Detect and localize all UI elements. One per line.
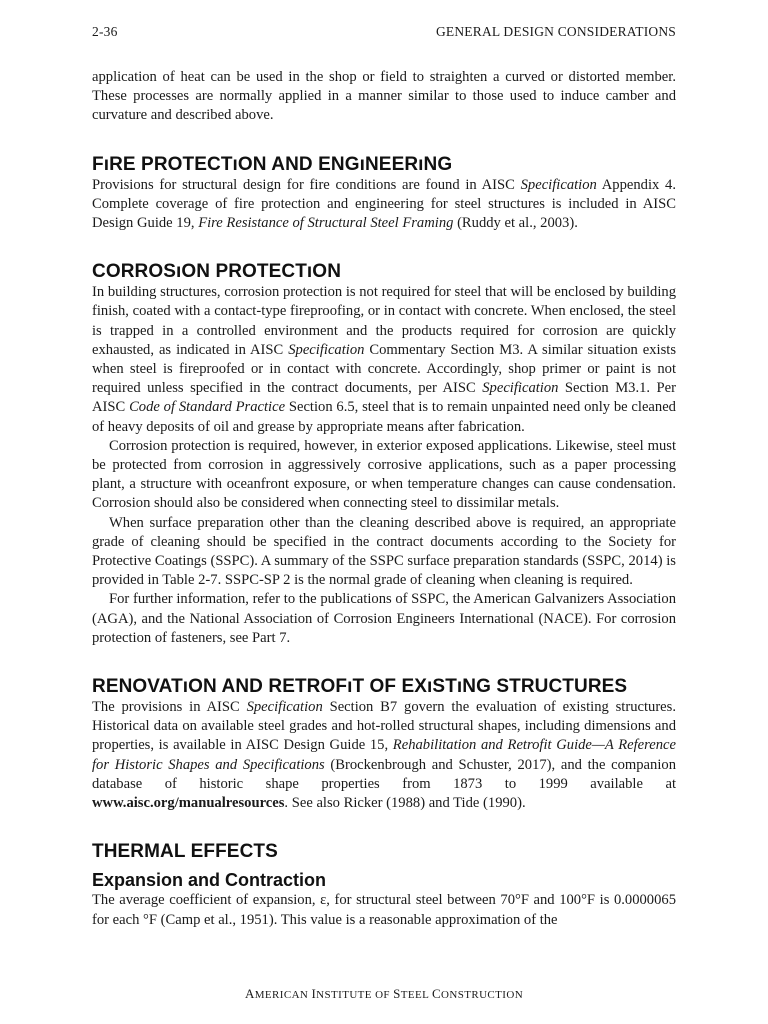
fire-protection-paragraph: Provisions for structural design for fire conditions are found in AISC Specification Appendix 4. Complete coverage of fire protection and engineering for steel structures is included in AISC Design Guide 19, Fire Resistance of Structural Steel Framing (Ruddy et al., 2003). — [92, 176, 676, 232]
intro-paragraph: application of heat can be used in the shop or field to straighten a curved or distorted member. These processes are normally applied in a manner similar to those used to induce camber and curvature and described above. — [92, 69, 676, 124]
running-title: GENERAL DESIGN CONSIDERATIONS — [435, 24, 676, 39]
corrosion-paragraph-2: Corrosion protection is required, however, in exterior exposed applications. Likewise, steel must be protected from corrosion in aggressively corrosive applications, such as a paper processing plant, a structure with oceanfront exposure, or when temperature changes can cause condensation. Corrosion should also be considered when connecting steel to dissimilar metals. — [92, 437, 676, 512]
expansion-contraction-subheading: Expansion and Contraction — [92, 870, 327, 891]
renovation-heading: RENOVATıON AND RETROFıT OF EXıSTıNG STRUCTURES — [92, 676, 628, 698]
page-header — [92, 24, 676, 44]
fire-protection-heading: FıRE PROTECTıON AND ENGıNEERıNG — [92, 153, 453, 175]
page-footer: AMERICAN INSTITUTE OF STEEL CONSTRUCTION — [244, 986, 524, 1001]
renovation-paragraph: The provisions in AISC Specification Section B7 govern the evaluation of existing structures. Historical data on available steel grades and hot-rolled structural shapes, including dimensions and properties, is available in AISC Design Guide 15, Rehabilitation and Retrofit Guide—A Reference for Historic Shapes and Specifications (Brockenbrough and Schuster, 2017), and the companion database of historic shape properties from 1873 to 1999 available at www.aisc.org/manualresources. See also Ricker (1988) and Tide (1990). — [92, 699, 676, 812]
corrosion-paragraph-4: For further information, refer to the publications of SSPC, the American Galvanizers Association (AGA), and the National Association of Corrosion Engineers International (NACE). For corrosion protection of fasteners, see Part 7. — [92, 591, 676, 646]
corrosion-paragraph-1: In building structures, corrosion protection is not required for steel that will be enclosed by building finish, coated with a contact-type fireproofing, or in contact with concrete. When enclosed, the steel is trapped in a controlled environment and the products required for corrosion are quickly exhausted, as indicated in AISC Specification Commentary Section M3. A similar situation exists when steel is fireproofed or in contact with concrete. Accordingly, shop primer or paint is not required unless specified in the contract documents, per AISC Specification Section M3.1. Per AISC Code of Standard Practice Section 6.5, steel that is to remain unpainted need only be cleaned of heavy deposits of oil and grease by appropriate means after fabrication. — [92, 284, 676, 435]
thermal-effects-heading: THERMAL EFFECTS — [92, 841, 278, 863]
manual-resources-link[interactable]: www.aisc.org/manualresources — [92, 795, 285, 812]
thermal-paragraph: The average coefficient of expansion, ε, for structural steel between 70°F and 100°F is 0.0000065 for each °F (Camp et al., 1951). This value is a reasonable approximation of the — [92, 892, 676, 928]
corrosion-paragraph-3: When surface preparation other than the cleaning described above is required, an appropriate grade of cleaning should be specified in the contract documents according to the Society for Protective Coatings (SSPC). A summary of the SSPC surface preparation standards (SSPC, 2014) is provided in Table 2-7. SSPC-SP 2 is the normal grade of cleaning when cleaning is required. — [92, 514, 676, 589]
page-number: 2-36 — [92, 24, 118, 39]
page-body — [92, 68, 676, 930]
corrosion-protection-heading: CORROSıON PROTECTıON — [92, 261, 342, 283]
